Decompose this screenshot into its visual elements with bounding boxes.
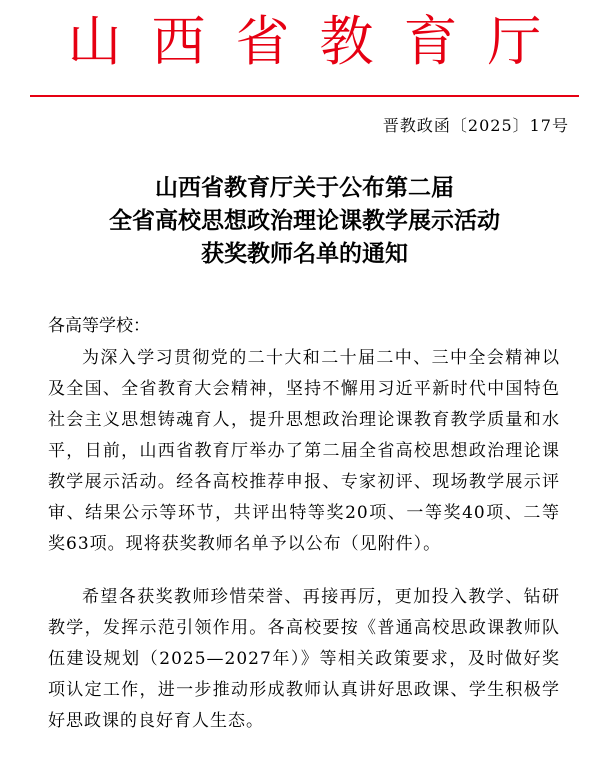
body-paragraph: 希望各获奖教师珍惜荣誉、再接再厉，更加投入教学、钻研教学，发挥示范引领作用。各高校要按《普通高校思政课教师队伍建设规划（2025—2027年）》等相关政策要求，及时做好奖项认定工作，进一步推动形成教师认真讲好思政课、学生积极学好思政课的良好育人生态。 <box>48 587 560 731</box>
document-title-line: 全省高校思想政治理论课教学展示活动 <box>109 208 500 234</box>
header-red-rule <box>30 95 579 97</box>
document-title-line: 获奖教师名单的通知 <box>201 241 408 267</box>
document-title <box>0 172 609 271</box>
body-paragraph: 为深入学习贯彻党的二十大和二十届二中、三中全会精神以及全国、全省教育大会精神，坚持不懈用习近平新时代中国特色社会主义思想铸魂育人，提升思想政治理论课教育教学质量和水平，日前，山西省教育厅举办了第二届全省高校思想政治理论课教学展示活动。经各高校推荐申报、专家初评、现场教学展示评审、结果公示等环节，共评出特等奖20项、一等奖40项、二等奖63项。现将获奖教师名单予以公布（见附件）。 <box>48 348 560 554</box>
salutation: 各高等学校： <box>48 316 150 336</box>
document-title-line: 山西省教育厅关于公布第二届 <box>155 175 454 201</box>
agency-header-title: 山西省教育厅 <box>67 10 572 73</box>
document-number: 晋教政函〔2025〕17号 <box>382 116 569 135</box>
